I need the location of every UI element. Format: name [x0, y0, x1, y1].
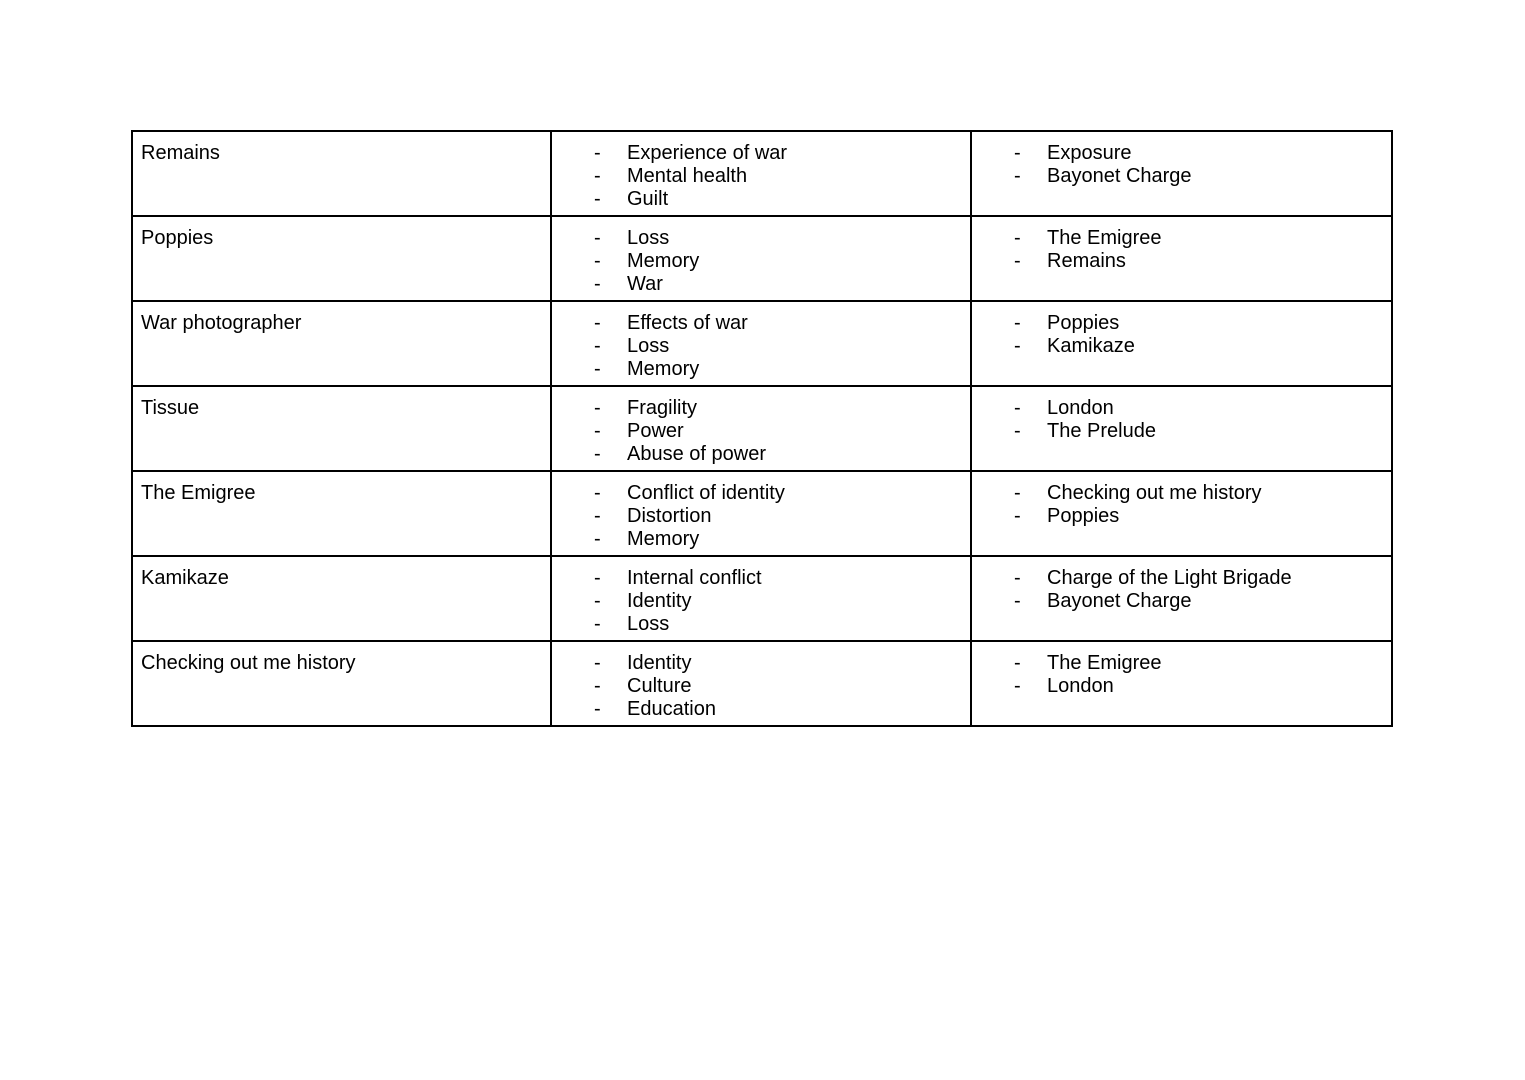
theme-text: Loss: [627, 613, 670, 635]
dash-bullet: -: [594, 142, 601, 164]
links-cell: [971, 301, 1392, 386]
dash-bullet: -: [1014, 482, 1021, 504]
poem-title-cell: [132, 386, 551, 471]
dash-bullet: -: [1014, 312, 1021, 334]
theme-item: [560, 482, 962, 505]
poem-title-cell: [132, 556, 551, 641]
themes-cell: [551, 556, 971, 641]
dash-bullet: -: [1014, 250, 1021, 272]
dash-bullet: -: [1014, 590, 1021, 612]
table-row: [132, 301, 1392, 386]
linked-poem-item: [980, 420, 1383, 443]
themes-list: [560, 227, 962, 296]
linked-poem-text: Poppies: [1047, 312, 1120, 334]
linked-poem-text: Poppies: [1047, 505, 1120, 527]
links-cell: [971, 471, 1392, 556]
linked-poem-text: The Prelude: [1047, 420, 1156, 442]
poem-title: Checking out me history: [141, 652, 356, 674]
linked-poems-list: [980, 652, 1383, 698]
links-cell: [971, 386, 1392, 471]
dash-bullet: -: [1014, 567, 1021, 589]
linked-poems-list: [980, 482, 1383, 528]
linked-poem-item: [980, 397, 1383, 420]
poem-title: Poppies: [141, 227, 214, 249]
themes-cell: [551, 131, 971, 216]
linked-poem-item: [980, 165, 1383, 188]
table-row: [132, 216, 1392, 301]
theme-text: Identity: [627, 590, 692, 612]
poem-title: Tissue: [141, 397, 200, 419]
dash-bullet: -: [594, 312, 601, 334]
linked-poem-text: London: [1047, 397, 1114, 419]
table-row: [132, 641, 1392, 726]
dash-bullet: -: [1014, 675, 1021, 697]
table-body: [132, 131, 1392, 726]
poem-comparison-table: [131, 130, 1393, 727]
theme-item: [560, 528, 962, 551]
linked-poem-item: [980, 335, 1383, 358]
table-row: [132, 556, 1392, 641]
theme-text: Education: [627, 698, 716, 720]
theme-text: Distortion: [627, 505, 712, 527]
dash-bullet: -: [594, 420, 601, 442]
links-cell: [971, 556, 1392, 641]
dash-bullet: -: [594, 443, 601, 465]
theme-text: Internal conflict: [627, 567, 762, 589]
themes-cell: [551, 301, 971, 386]
themes-cell: [551, 386, 971, 471]
linked-poem-item: [980, 590, 1383, 613]
poem-title: Kamikaze: [141, 567, 229, 589]
theme-text: Abuse of power: [627, 443, 766, 465]
linked-poem-text: Bayonet Charge: [1047, 165, 1192, 187]
links-cell: [971, 131, 1392, 216]
theme-text: Power: [627, 420, 684, 442]
theme-item: [560, 590, 962, 613]
linked-poem-text: Charge of the Light Brigade: [1047, 567, 1292, 589]
linked-poems-list: [980, 397, 1383, 443]
dash-bullet: -: [1014, 397, 1021, 419]
dash-bullet: -: [1014, 652, 1021, 674]
dash-bullet: -: [1014, 227, 1021, 249]
theme-text: Experience of war: [627, 142, 788, 164]
theme-item: [560, 312, 962, 335]
linked-poem-item: [980, 505, 1383, 528]
linked-poem-text: Kamikaze: [1047, 335, 1135, 357]
theme-text: Effects of war: [627, 312, 748, 334]
linked-poem-item: [980, 250, 1383, 273]
theme-item: [560, 443, 962, 466]
links-cell: [971, 216, 1392, 301]
dash-bullet: -: [594, 358, 601, 380]
theme-text: Culture: [627, 675, 692, 697]
linked-poem-item: [980, 482, 1383, 505]
theme-text: War: [627, 273, 663, 295]
themes-list: [560, 312, 962, 381]
theme-item: [560, 273, 962, 296]
poem-title: The Emigree: [141, 482, 256, 504]
theme-text: Loss: [627, 335, 670, 357]
poem-title: Remains: [141, 142, 220, 164]
poem-title-cell: [132, 301, 551, 386]
dash-bullet: -: [1014, 142, 1021, 164]
themes-list: [560, 482, 962, 551]
themes-list: [560, 652, 962, 721]
linked-poems-list: [980, 567, 1383, 613]
poem-title-cell: [132, 471, 551, 556]
theme-text: Identity: [627, 652, 692, 674]
linked-poems-list: [980, 312, 1383, 358]
linked-poem-text: The Emigree: [1047, 652, 1162, 674]
dash-bullet: -: [594, 482, 601, 504]
linked-poem-text: Remains: [1047, 250, 1126, 272]
dash-bullet: -: [594, 675, 601, 697]
theme-item: [560, 613, 962, 636]
theme-item: [560, 165, 962, 188]
dash-bullet: -: [1014, 335, 1021, 357]
linked-poems-list: [980, 142, 1383, 188]
theme-text: Fragility: [627, 397, 698, 419]
poem-title-cell: [132, 641, 551, 726]
dash-bullet: -: [594, 528, 601, 550]
theme-item: [560, 567, 962, 590]
themes-list: [560, 567, 962, 636]
theme-item: [560, 420, 962, 443]
themes-list: [560, 142, 962, 211]
table-row: [132, 471, 1392, 556]
theme-text: Memory: [627, 358, 700, 380]
linked-poem-text: Checking out me history: [1047, 482, 1262, 504]
linked-poem-item: [980, 142, 1383, 165]
linked-poem-text: Bayonet Charge: [1047, 590, 1192, 612]
dash-bullet: -: [594, 567, 601, 589]
theme-text: Mental health: [627, 165, 748, 187]
dash-bullet: -: [594, 335, 601, 357]
linked-poem-item: [980, 227, 1383, 250]
theme-text: Loss: [627, 227, 670, 249]
theme-item: [560, 698, 962, 721]
themes-list: [560, 397, 962, 466]
dash-bullet: -: [594, 698, 601, 720]
dash-bullet: -: [594, 227, 601, 249]
theme-text: Memory: [627, 528, 700, 550]
linked-poem-item: [980, 652, 1383, 675]
dash-bullet: -: [594, 397, 601, 419]
theme-item: [560, 250, 962, 273]
linked-poem-text: The Emigree: [1047, 227, 1162, 249]
theme-text: Guilt: [627, 188, 669, 210]
dash-bullet: -: [594, 505, 601, 527]
dash-bullet: -: [594, 613, 601, 635]
theme-item: [560, 335, 962, 358]
poem-title-cell: [132, 131, 551, 216]
linked-poems-list: [980, 227, 1383, 273]
dash-bullet: -: [594, 652, 601, 674]
table-row: [132, 131, 1392, 216]
theme-item: [560, 397, 962, 420]
dash-bullet: -: [1014, 165, 1021, 187]
linked-poem-text: London: [1047, 675, 1114, 697]
themes-cell: [551, 471, 971, 556]
dash-bullet: -: [594, 590, 601, 612]
theme-item: [560, 505, 962, 528]
themes-cell: [551, 216, 971, 301]
dash-bullet: -: [594, 165, 601, 187]
theme-item: [560, 675, 962, 698]
dash-bullet: -: [1014, 505, 1021, 527]
linked-poem-text: Exposure: [1047, 142, 1132, 164]
dash-bullet: -: [594, 188, 601, 210]
poem-title-cell: [132, 216, 551, 301]
dash-bullet: -: [1014, 420, 1021, 442]
theme-item: [560, 227, 962, 250]
poem-title: War photographer: [141, 312, 302, 334]
dash-bullet: -: [594, 273, 601, 295]
linked-poem-item: [980, 312, 1383, 335]
themes-cell: [551, 641, 971, 726]
links-cell: [971, 641, 1392, 726]
table-row: [132, 386, 1392, 471]
theme-item: [560, 188, 962, 211]
linked-poem-item: [980, 567, 1383, 590]
theme-item: [560, 142, 962, 165]
theme-text: Conflict of identity: [627, 482, 785, 504]
theme-item: [560, 358, 962, 381]
theme-item: [560, 652, 962, 675]
linked-poem-item: [980, 675, 1383, 698]
theme-text: Memory: [627, 250, 700, 272]
dash-bullet: -: [594, 250, 601, 272]
